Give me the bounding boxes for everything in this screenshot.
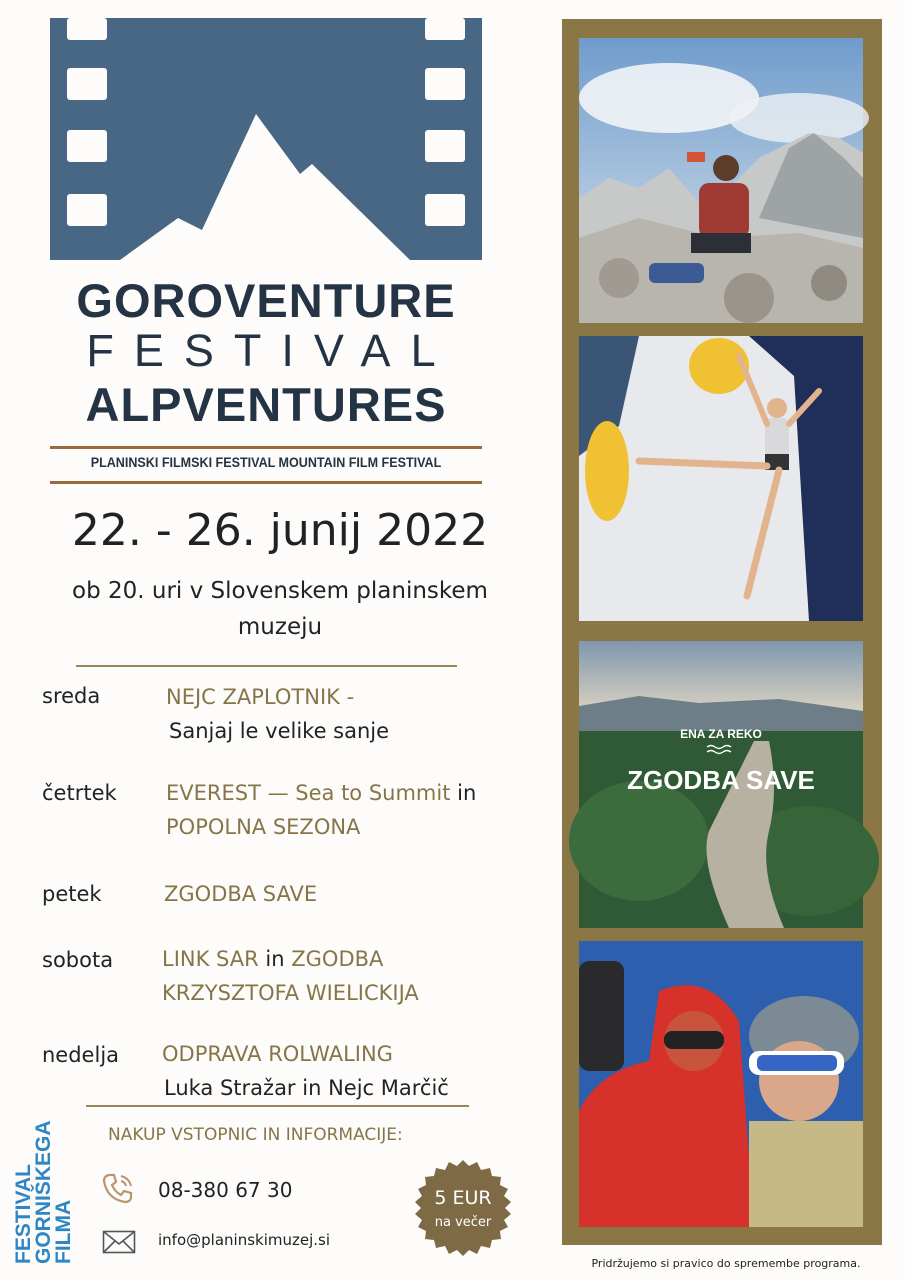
title-festival: FESTIVAL: [86, 325, 456, 376]
film-petek: [164, 877, 317, 911]
film-nedelja: [162, 1037, 449, 1105]
side-logo-line1: FESTIVAL: [12, 1164, 35, 1264]
title-goroventure: GOROVENTURE: [76, 274, 456, 327]
event-venue: ob 20. uri v Slovenskem planinskem muzeju: [72, 578, 488, 640]
title-alpventures: ALPVENTURES: [85, 378, 447, 431]
phone-number[interactable]: 08-380 67 30: [158, 1178, 293, 1202]
film-title: ZGODBA SAVE: [164, 882, 318, 906]
program-top-rule: [76, 665, 457, 667]
divider-top: [50, 446, 482, 449]
day-nedelja: nedelja: [42, 1043, 120, 1067]
photo-film-strip: [562, 19, 882, 1245]
film-strip-mountain-logo: [50, 18, 482, 260]
day-sobota: sobota: [42, 948, 114, 972]
photo-bouldering: [579, 336, 863, 621]
photo-alpinists: [579, 941, 863, 1227]
film-title-3: KRZYSZTOFA WIELICKIJA: [162, 981, 419, 1005]
side-logo-line3: FILMA: [52, 1199, 75, 1264]
film-title-2: ZGODBA: [291, 947, 384, 971]
photo3-text-main: ZGODBA SAVE: [627, 765, 815, 795]
price-note: na večer: [434, 1215, 492, 1230]
film-subtitle: Luka Stražar in Nejc Marčič: [164, 1076, 449, 1100]
film-joiner: in: [457, 781, 477, 805]
photo3-text-top: ENA ZA REKO: [680, 727, 762, 741]
divider-bottom: [50, 481, 482, 484]
film-sobota: [162, 942, 419, 1010]
film-subtitle: Sanjaj le velike sanje: [169, 719, 390, 743]
film-sreda: [166, 680, 389, 748]
day-sreda: sreda: [42, 684, 101, 708]
photo-river-valley: [579, 641, 863, 928]
day-petek: petek: [42, 882, 102, 906]
film-joiner: in: [265, 947, 285, 971]
tickets-heading: NAKUP VSTOPNIC IN INFORMACIJE:: [108, 1125, 403, 1145]
festival-subtitle: PLANINSKI FILMSKI FESTIVAL MOUNTAIN FILM FESTIVAL: [90, 455, 442, 470]
side-logo-line2: GORNIŠKEGA: [32, 1120, 55, 1264]
film-title: NEJC ZAPLOTNIK -: [166, 685, 355, 709]
film-title-2: POPOLNA SEZONA: [166, 815, 361, 839]
footer-note: Pridržujemo si pravico do spremembe programa.: [591, 1257, 861, 1270]
price-value: 5 EUR: [434, 1187, 492, 1209]
film-title: LINK SAR: [162, 947, 259, 971]
day-cetrtek: četrtek: [42, 781, 117, 805]
phone-icon: [100, 1170, 136, 1206]
side-festival-logo: [0, 1110, 75, 1270]
film-cetrtek: [166, 776, 476, 844]
email-address[interactable]: info@planinskimuzej.si: [158, 1231, 331, 1249]
event-dates: 22. - 26. junij 2022: [71, 505, 489, 556]
film-title: ODPRAVA ROLWALING: [162, 1042, 393, 1066]
film-title: EVEREST — Sea to Summit: [166, 781, 451, 805]
envelope-icon: [102, 1230, 136, 1254]
photo-climber-drinking: [579, 38, 863, 323]
program-bottom-rule: [86, 1105, 469, 1107]
